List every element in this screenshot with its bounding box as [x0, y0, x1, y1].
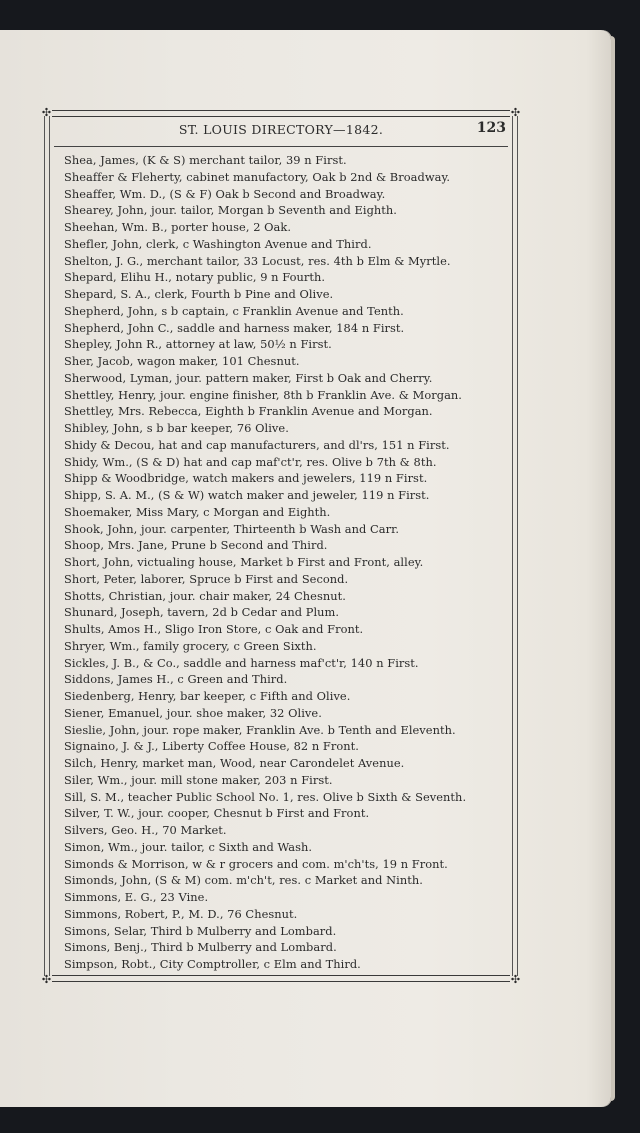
- running-header: [54, 120, 508, 142]
- directory-entry: Silvers, Geo. H., 70 Market.: [64, 823, 227, 837]
- directory-entry: Simonds, John, (S & M) com. m'ch't, res. c Market and Ninth.: [64, 873, 423, 888]
- directory-entry: Shelton, J. G., merchant tailor, 33 Locust, res. 4th b Elm & Myrtle.: [64, 253, 451, 268]
- directory-entry: Simons, Benj., Third b Mulberry and Lombard.: [64, 940, 337, 955]
- directory-entry: Shunard, Joseph, tavern, 2d b Cedar and Plum.: [64, 605, 340, 620]
- directory-entry: Short, John, victualing house, Market b First and Front, alley.: [64, 555, 424, 569]
- frame-bottom-rule: [52, 975, 510, 982]
- header-title: ST. LOUIS DIRECTORY—1842.: [178, 122, 384, 137]
- page-edge: [611, 36, 615, 1101]
- directory-entry: Shoemaker, Miss Mary, c Morgan and Eighth.: [64, 504, 331, 519]
- directory-entry: Sheaffer & Fleherty, cabinet manufactory, Oak b 2nd & Broadway.: [64, 169, 451, 184]
- ornament-corner-icon: ✣: [510, 106, 521, 119]
- directory-entry: Shefler, John, clerk, c Washington Avenue and Third.: [64, 236, 372, 251]
- directory-entry: Shidy, Wm., (S & D) hat and cap maf'ct'r, res. Olive b 7th & 8th.: [64, 454, 437, 469]
- directory-entry: Simonds & Morrison, w & r grocers and com. m'ch'ts, 19 n Front.: [64, 856, 448, 871]
- directory-entry: Shook, John, jour. carpenter, Thirteenth b Wash and Carr.: [64, 521, 400, 536]
- directory-entry: Simpson, Robt., City Comptroller, c Elm and Third.: [64, 957, 361, 971]
- directory-entry: Silver, T. W., jour. cooper, Chesnut b First and Front.: [64, 806, 370, 821]
- ornament-corner-icon: ✣: [41, 973, 52, 986]
- directory-entry: Sher, Jacob, wagon maker, 101 Chesnut.: [64, 354, 300, 368]
- ornament-corner-icon: ✣: [510, 973, 521, 986]
- directory-entry: Siedenberg, Henry, bar keeper, c Fifth and Olive.: [64, 689, 351, 703]
- frame-left-rule: [44, 116, 50, 976]
- directory-entry: Siener, Emanuel, jour. shoe maker, 32 Olive.: [64, 705, 322, 720]
- directory-entry: Shipp & Woodbridge, watch makers and jewelers, 119 n First.: [64, 471, 428, 486]
- frame-top-rule: [52, 110, 510, 117]
- frame-right-rule: [512, 116, 518, 976]
- directory-entry: Short, Peter, laborer, Spruce b First and Second.: [64, 571, 349, 586]
- directory-entry: Shettley, Mrs. Rebecca, Eighth b Franklin Avenue and Morgan.: [64, 404, 433, 419]
- directory-entry: Sheehan, Wm. B., porter house, 2 Oak.: [64, 220, 292, 234]
- directory-entry: Sill, S. M., teacher Public School No. 1, res. Olive b Sixth & Seventh.: [64, 789, 467, 804]
- directory-entry: Shepherd, John C., saddle and harness maker, 184 n First.: [64, 320, 405, 335]
- directory-entry: Shryer, Wm., family grocery, c Green Sixth.: [64, 638, 317, 653]
- ornament-corner-icon: ✣: [41, 106, 52, 119]
- directory-entry: Sieslie, John, jour. rope maker, Franklin Ave. b Tenth and Eleventh.: [64, 722, 456, 737]
- directory-entry: Siler, Wm., jour. mill stone maker, 203 n First.: [64, 772, 333, 787]
- directory-entry: Shepard, Elihu H., notary public, 9 n Fourth.: [64, 270, 326, 285]
- directory-entry: Simmons, Robert, P., M. D., 76 Chesnut.: [64, 906, 298, 921]
- directory-entry: Shibley, John, s b bar keeper, 76 Olive.: [64, 421, 289, 435]
- directory-entry: Shidy & Decou, hat and cap manufacturers, and dl'rs, 151 n First.: [64, 437, 450, 452]
- directory-entry: Shepherd, John, s b captain, c Franklin Avenue and Tenth.: [64, 303, 404, 318]
- directory-entries: [64, 152, 512, 973]
- directory-entry: Signaino, J. & J., Liberty Coffee House, 82 n Front.: [64, 739, 359, 754]
- directory-entry: Siddons, James H., c Green and Third.: [64, 672, 288, 687]
- book-page: [0, 30, 611, 1107]
- directory-entry: Sherwood, Lyman, jour. pattern maker, First b Oak and Cherry.: [64, 370, 433, 385]
- page-frame: [41, 106, 521, 986]
- directory-entry: Simons, Selar, Third b Mulberry and Lombard.: [64, 923, 337, 938]
- directory-entry: Simon, Wm., jour. tailor, c Sixth and Wash.: [64, 839, 313, 854]
- directory-entry: Shepard, S. A., clerk, Fourth b Pine and Olive.: [64, 287, 334, 301]
- directory-entry: Shoop, Mrs. Jane, Prune b Second and Third.: [64, 538, 328, 553]
- directory-entry: Shults, Amos H., Sligo Iron Store, c Oak and Front.: [64, 622, 364, 636]
- directory-entry: Shotts, Christian, jour. chair maker, 24 Chesnut.: [64, 588, 346, 603]
- directory-entry: Shea, James, (K & S) merchant tailor, 39 n First.: [64, 153, 347, 167]
- directory-entry: Sickles, J. B., & Co., saddle and harness maf'ct'r, 140 n First.: [64, 655, 419, 670]
- directory-entry: Shepley, John R., attorney at law, 50½ n First.: [64, 337, 332, 352]
- directory-entry: Shettley, Henry, jour. engine finisher, 8th b Franklin Ave. & Morgan.: [64, 387, 462, 402]
- directory-entry: Sheaffer, Wm. D., (S & F) Oak b Second and Broadway.: [64, 186, 386, 201]
- directory-entry: Silch, Henry, market man, Wood, near Carondelet Avenue.: [64, 756, 405, 770]
- page-number: 123: [476, 120, 506, 136]
- directory-entry: Shearey, John, jour. tailor, Morgan b Seventh and Eighth.: [64, 203, 397, 218]
- directory-entry: Simmons, E. G., 23 Vine.: [64, 890, 209, 904]
- header-rule: [54, 146, 508, 147]
- directory-entry: Shipp, S. A. M., (S & W) watch maker and jeweler, 119 n First.: [64, 488, 430, 502]
